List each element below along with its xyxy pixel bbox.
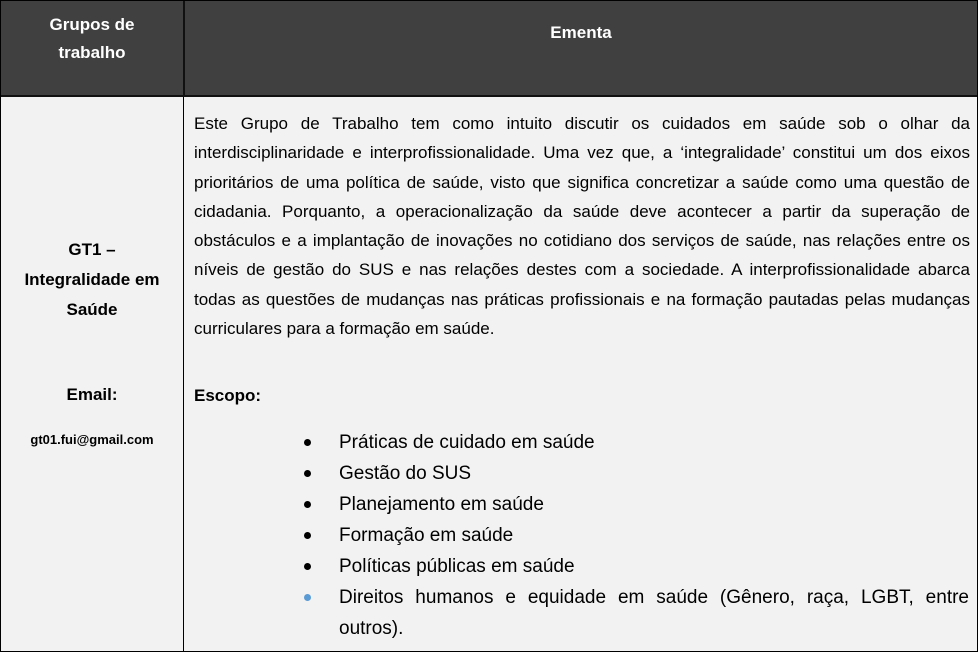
header-ementa-label: Ementa xyxy=(550,23,612,42)
header-ementa-cell xyxy=(185,1,977,95)
scope-item xyxy=(301,458,969,489)
scope-item-label: Planejamento em saúde xyxy=(339,494,544,515)
scope-item xyxy=(301,551,969,582)
email-label: Email: xyxy=(66,385,118,404)
scope-item xyxy=(301,489,969,520)
bullet-icon xyxy=(304,532,311,539)
escopo-label: Escopo: xyxy=(194,386,262,405)
bullet-icon xyxy=(304,501,311,508)
header-groups-line2: trabalho xyxy=(58,43,126,62)
group-title xyxy=(1,235,183,325)
scope-item-label: Práticas de cuidado em saúde xyxy=(339,432,595,453)
bullet-icon xyxy=(304,470,311,477)
scope-item-label: Gestão do SUS xyxy=(339,463,472,484)
bullet-icon xyxy=(304,439,311,446)
scope-item-label: Direitos humanos e equidade em saúde (Gênero, raça, LGBT, entre outros). xyxy=(339,587,969,639)
group-title-line2: Integralidade em xyxy=(24,270,160,289)
group-title-line1: GT1 – xyxy=(68,240,116,259)
scope-item-label: Políticas públicas em saúde xyxy=(339,556,575,577)
ementa-text: Este Grupo de Trabalho tem como intuito discutir os cuidados em saúde sob o olhar da interdisciplinaridade e interprofissionalidade. Uma vez que, a ‘integralidade’ constitui um dos eixos prioritários de uma política de saúde, visto que significa concretizar a saúde como uma questão de cidadania. Porquanto, a operacionalização da saúde deve acontecer a partir da superação de obstáculos e a implantação de inovações no cotidiano dos serviços de saúde, nas relações entre os níveis de gestão do SUS e nas relações destes com a sociedade. A interprofissionalidade abarca todas as questões de mudanças nas práticas profissionais e na formação pautadas pelas mudanças curriculares para a formação em saúde. xyxy=(194,114,970,339)
header-groups-line1: Grupos de xyxy=(49,15,135,34)
scope-item-label: Formação em saúde xyxy=(339,525,514,546)
scope-item xyxy=(301,520,969,551)
scope-item xyxy=(301,582,969,644)
group-title-line3: Saúde xyxy=(66,300,118,319)
bullet-icon xyxy=(304,563,311,570)
header-groups-cell xyxy=(1,1,183,95)
bullet-icon xyxy=(304,594,311,601)
table-header xyxy=(1,1,977,97)
scope-item xyxy=(301,427,969,458)
scope-list xyxy=(301,427,969,644)
group-cell xyxy=(1,97,183,651)
email-address: gt01.fui@gmail.com xyxy=(30,432,154,447)
